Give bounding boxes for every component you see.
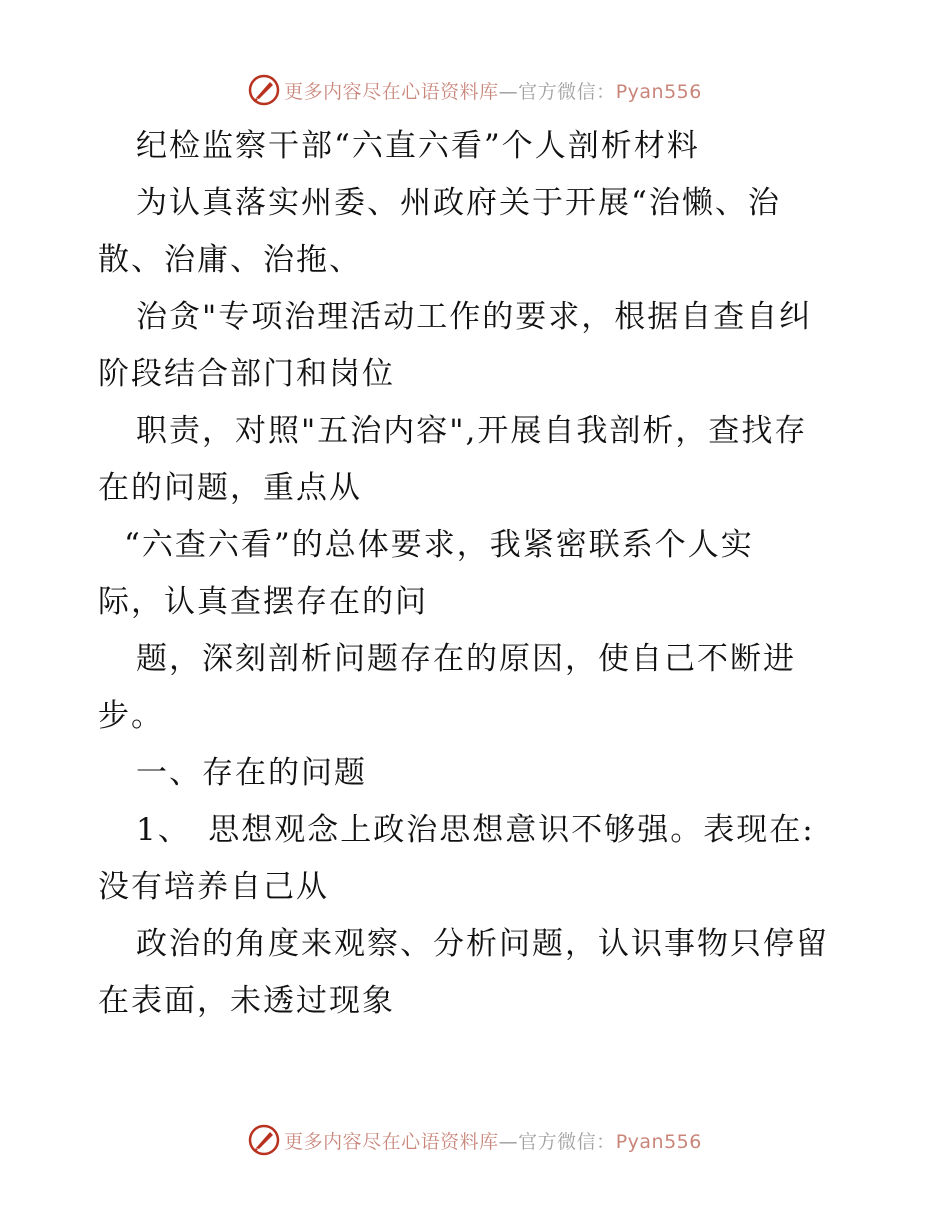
paragraph-line: 题，深刻剖析问题存在的原因，使自己不断进 [136, 641, 796, 677]
quill-pen-logo-icon [248, 74, 280, 106]
paragraph-line: 在表面，未透过现象 [98, 983, 395, 1019]
paragraph-line: 阶段结合部门和岗位 [98, 356, 395, 392]
paragraph-line: 治贪"专项治理活动工作的要求，根据自查自纠 [136, 299, 813, 335]
paragraph-line: 为认真落实州委、州政府关于开展“治懒、治 [136, 185, 781, 221]
banner-separator: — [498, 1130, 519, 1153]
quill-pen-logo-icon [248, 1124, 280, 1156]
banner-official-label: 官方微信： [518, 1130, 616, 1153]
banner-wechat-id: Pyan556 [615, 1130, 702, 1153]
document-body [98, 118, 858, 1030]
header-banner [0, 70, 950, 110]
paragraph-line: 政治的角度来观察、分析问题，认识事物只停留 [136, 926, 829, 962]
paragraph-line: 散、治庸、治拖、 [98, 242, 362, 278]
section-heading: 一、存在的问题 [136, 755, 367, 791]
paragraph-line: 没有培养自己从 [98, 869, 329, 905]
banner-main-text: 更多内容尽在心语资料库 [284, 80, 499, 103]
banner-main-text: 更多内容尽在心语资料库 [284, 1130, 499, 1153]
footer-banner [0, 1120, 950, 1160]
paragraph-line: 步。 [98, 698, 164, 734]
banner-wechat-id: Pyan556 [615, 80, 702, 103]
banner-text [284, 77, 702, 104]
banner-text [284, 1127, 702, 1154]
paragraph-line: 际，认真查摆存在的问 [98, 584, 428, 620]
paragraph-line: 1、 思想观念上政治思想意识不够强。表现在: [136, 812, 815, 848]
document-title: 纪检监察干部“六直六看”个人剖析材料 [136, 128, 700, 164]
paragraph-line: 职责，对照"五治内容",开展自我剖析，查找存 [136, 413, 808, 449]
paragraph-line: 在的问题，重点从 [98, 470, 362, 506]
paragraph-line: “六查六看”的总体要求，我紧密联系个人实 [124, 527, 754, 563]
banner-separator: — [498, 80, 519, 103]
banner-official-label: 官方微信： [518, 80, 616, 103]
